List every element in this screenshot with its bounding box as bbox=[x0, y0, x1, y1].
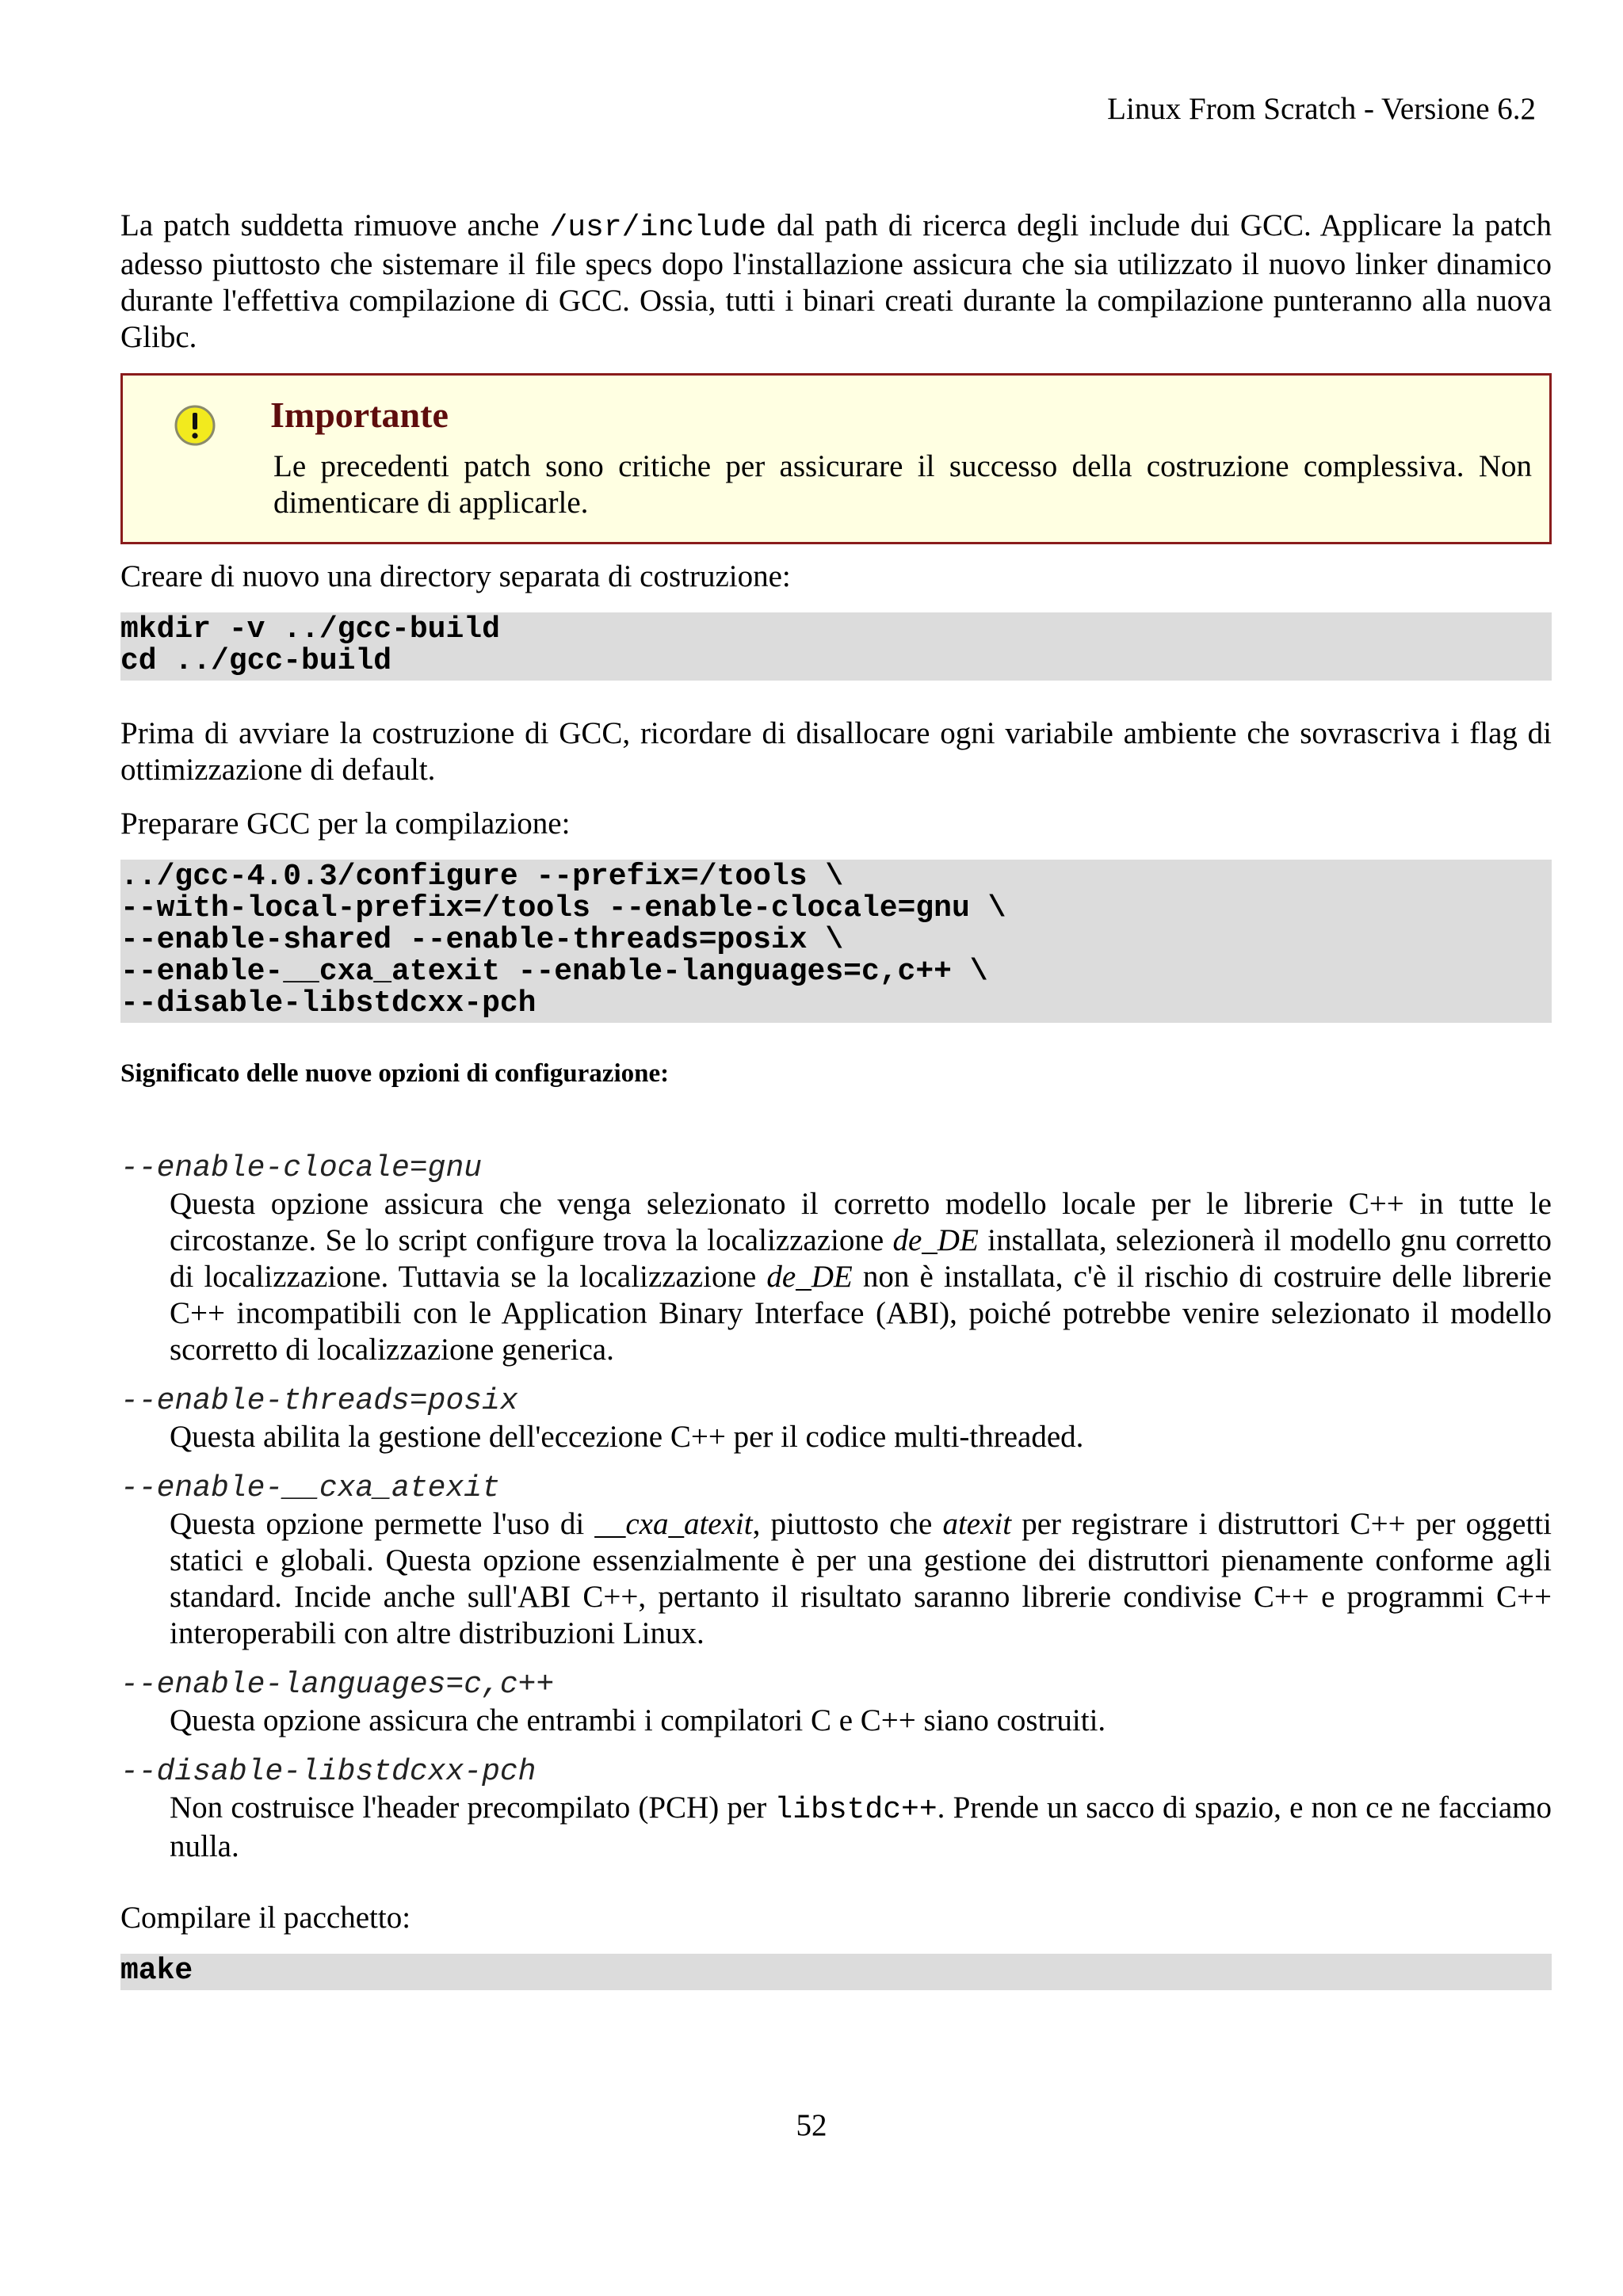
code-block-make bbox=[120, 1954, 1552, 1990]
code-line: --disable-libstdcxx-pch bbox=[120, 986, 537, 1020]
desc-text: Non costruisce l'header precompilato (PCH) per bbox=[170, 1791, 775, 1825]
compile-paragraph: Compilare il pacchetto: bbox=[120, 1901, 411, 1935]
prepare-paragraph: Preparare GCC per la compilazione: bbox=[120, 807, 571, 841]
desc-emphasis: de_DE bbox=[766, 1260, 853, 1294]
desc-text: per registrare i distruttori C++ per oggetti statici e globali. Questa opzione essenzialmente è per una gestione dei distruttori pienamente conforme agli standard. Incide anche sull'ABI C++, pertanto il risultato saranno librerie condivise C++ e programmi C++ interoperabili con altre distribuzioni Linux. bbox=[170, 1507, 1552, 1650]
option-term: --enable-languages=c,c++ bbox=[120, 1668, 555, 1702]
option-description: Questa opzione assicura che entrambi i compilatori C e C++ siano costruiti. bbox=[170, 1703, 1106, 1737]
code-block-configure bbox=[120, 860, 1552, 1023]
desc-text: Questa opzione permette l'uso di bbox=[170, 1507, 595, 1541]
code-block-builddir bbox=[120, 612, 1552, 681]
option-description: Questa abilita la gestione dell'eccezione C++ per il codice multi-threaded. bbox=[170, 1420, 1084, 1454]
option-atexit bbox=[120, 1471, 1552, 1652]
page-number: 52 bbox=[796, 2108, 827, 2142]
inline-code-libstdcxx: libstdc++ bbox=[774, 1793, 938, 1827]
desc-emphasis: atexit bbox=[942, 1507, 1012, 1541]
builddir-paragraph: Creare di nuovo una directory separata di costruzione: bbox=[120, 559, 791, 593]
option-threads bbox=[120, 1384, 1552, 1455]
option-term: --disable-libstdcxx-pch bbox=[120, 1755, 537, 1789]
option-description bbox=[170, 1186, 1552, 1368]
desc-text: non è installata, c'è il rischio di costruire delle librerie C++ incompatibili con le Application Binary Interface (ABI), poiché potrebbe venire selezionato il modello scorretto di localizzazione generica. bbox=[170, 1260, 1552, 1367]
intro-text-end: dal path di ricerca degli include dui GCC. Applicare la patch adesso piuttosto che sistemare il file specs dopo l'installazione assicura che sia utilizzato il nuovo linker dinamico durante l'effettiva compilazione di GCC. Ossia, tutti i binari creati durante la compilazione punteranno alla nuova Glibc. bbox=[120, 208, 1552, 354]
important-note bbox=[120, 373, 1552, 544]
warning-exclamation-icon bbox=[174, 404, 216, 447]
note-title: Importante bbox=[270, 395, 449, 435]
code-line: --enable-shared --enable-threads=posix \ bbox=[120, 923, 844, 957]
option-clocale bbox=[120, 1151, 1552, 1368]
page-content bbox=[120, 208, 1552, 2025]
code-line: cd ../gcc-build bbox=[120, 644, 392, 678]
running-header: Linux From Scratch - Versione 6.2 bbox=[1107, 92, 1536, 126]
flags-paragraph: Prima di avviare la costruzione di GCC, ricordare di disallocare ogni variabile ambiente che sovrascriva i flag di ottimizzazione di default. bbox=[120, 716, 1552, 787]
options-subheading: Significato delle nuove opzioni di configurazione: bbox=[120, 1059, 670, 1088]
desc-emphasis: de_DE bbox=[892, 1223, 979, 1257]
intro-text-start: La patch suddetta rimuove anche bbox=[120, 208, 550, 242]
option-languages bbox=[120, 1668, 1552, 1739]
option-description bbox=[170, 1790, 1552, 1865]
code-line: --with-local-prefix=/tools --enable-clocale=gnu \ bbox=[120, 891, 1006, 925]
inline-code-usr-include: /usr/include bbox=[549, 211, 767, 245]
code-line: make bbox=[120, 1954, 193, 1988]
desc-text: . Prende un sacco di spazio, e non ce ne facciamo nulla. bbox=[170, 1791, 1552, 1863]
desc-emphasis: __cxa_atexit bbox=[594, 1507, 753, 1541]
option-description bbox=[170, 1506, 1552, 1652]
intro-paragraph bbox=[120, 208, 1552, 356]
code-line: mkdir -v ../gcc-build bbox=[120, 612, 500, 646]
code-line: --enable-__cxa_atexit --enable-languages=c,c++ \ bbox=[120, 955, 988, 989]
desc-text: Questa opzione assicura che venga selezionato il corretto modello locale per le librerie C++ in tutte le circostanze. Se lo script configure trova la localizzazione bbox=[170, 1187, 1552, 1257]
note-body: Le precedenti patch sono critiche per assicurare il successo della costruzione complessiva. Non dimenticare di applicarle. bbox=[273, 449, 1532, 520]
option-term: --enable-clocale=gnu bbox=[120, 1151, 483, 1185]
option-term: --enable-threads=posix bbox=[120, 1384, 518, 1418]
code-line: ../gcc-4.0.3/configure --prefix=/tools \ bbox=[120, 860, 844, 894]
desc-text: installata, selezionerà il modello gnu corretto di localizzazione. Tuttavia se la localizzazione bbox=[170, 1223, 1552, 1294]
option-pch bbox=[120, 1755, 1552, 1865]
desc-text: , piuttosto che bbox=[752, 1507, 943, 1541]
option-term: --enable-__cxa_atexit bbox=[120, 1471, 500, 1505]
